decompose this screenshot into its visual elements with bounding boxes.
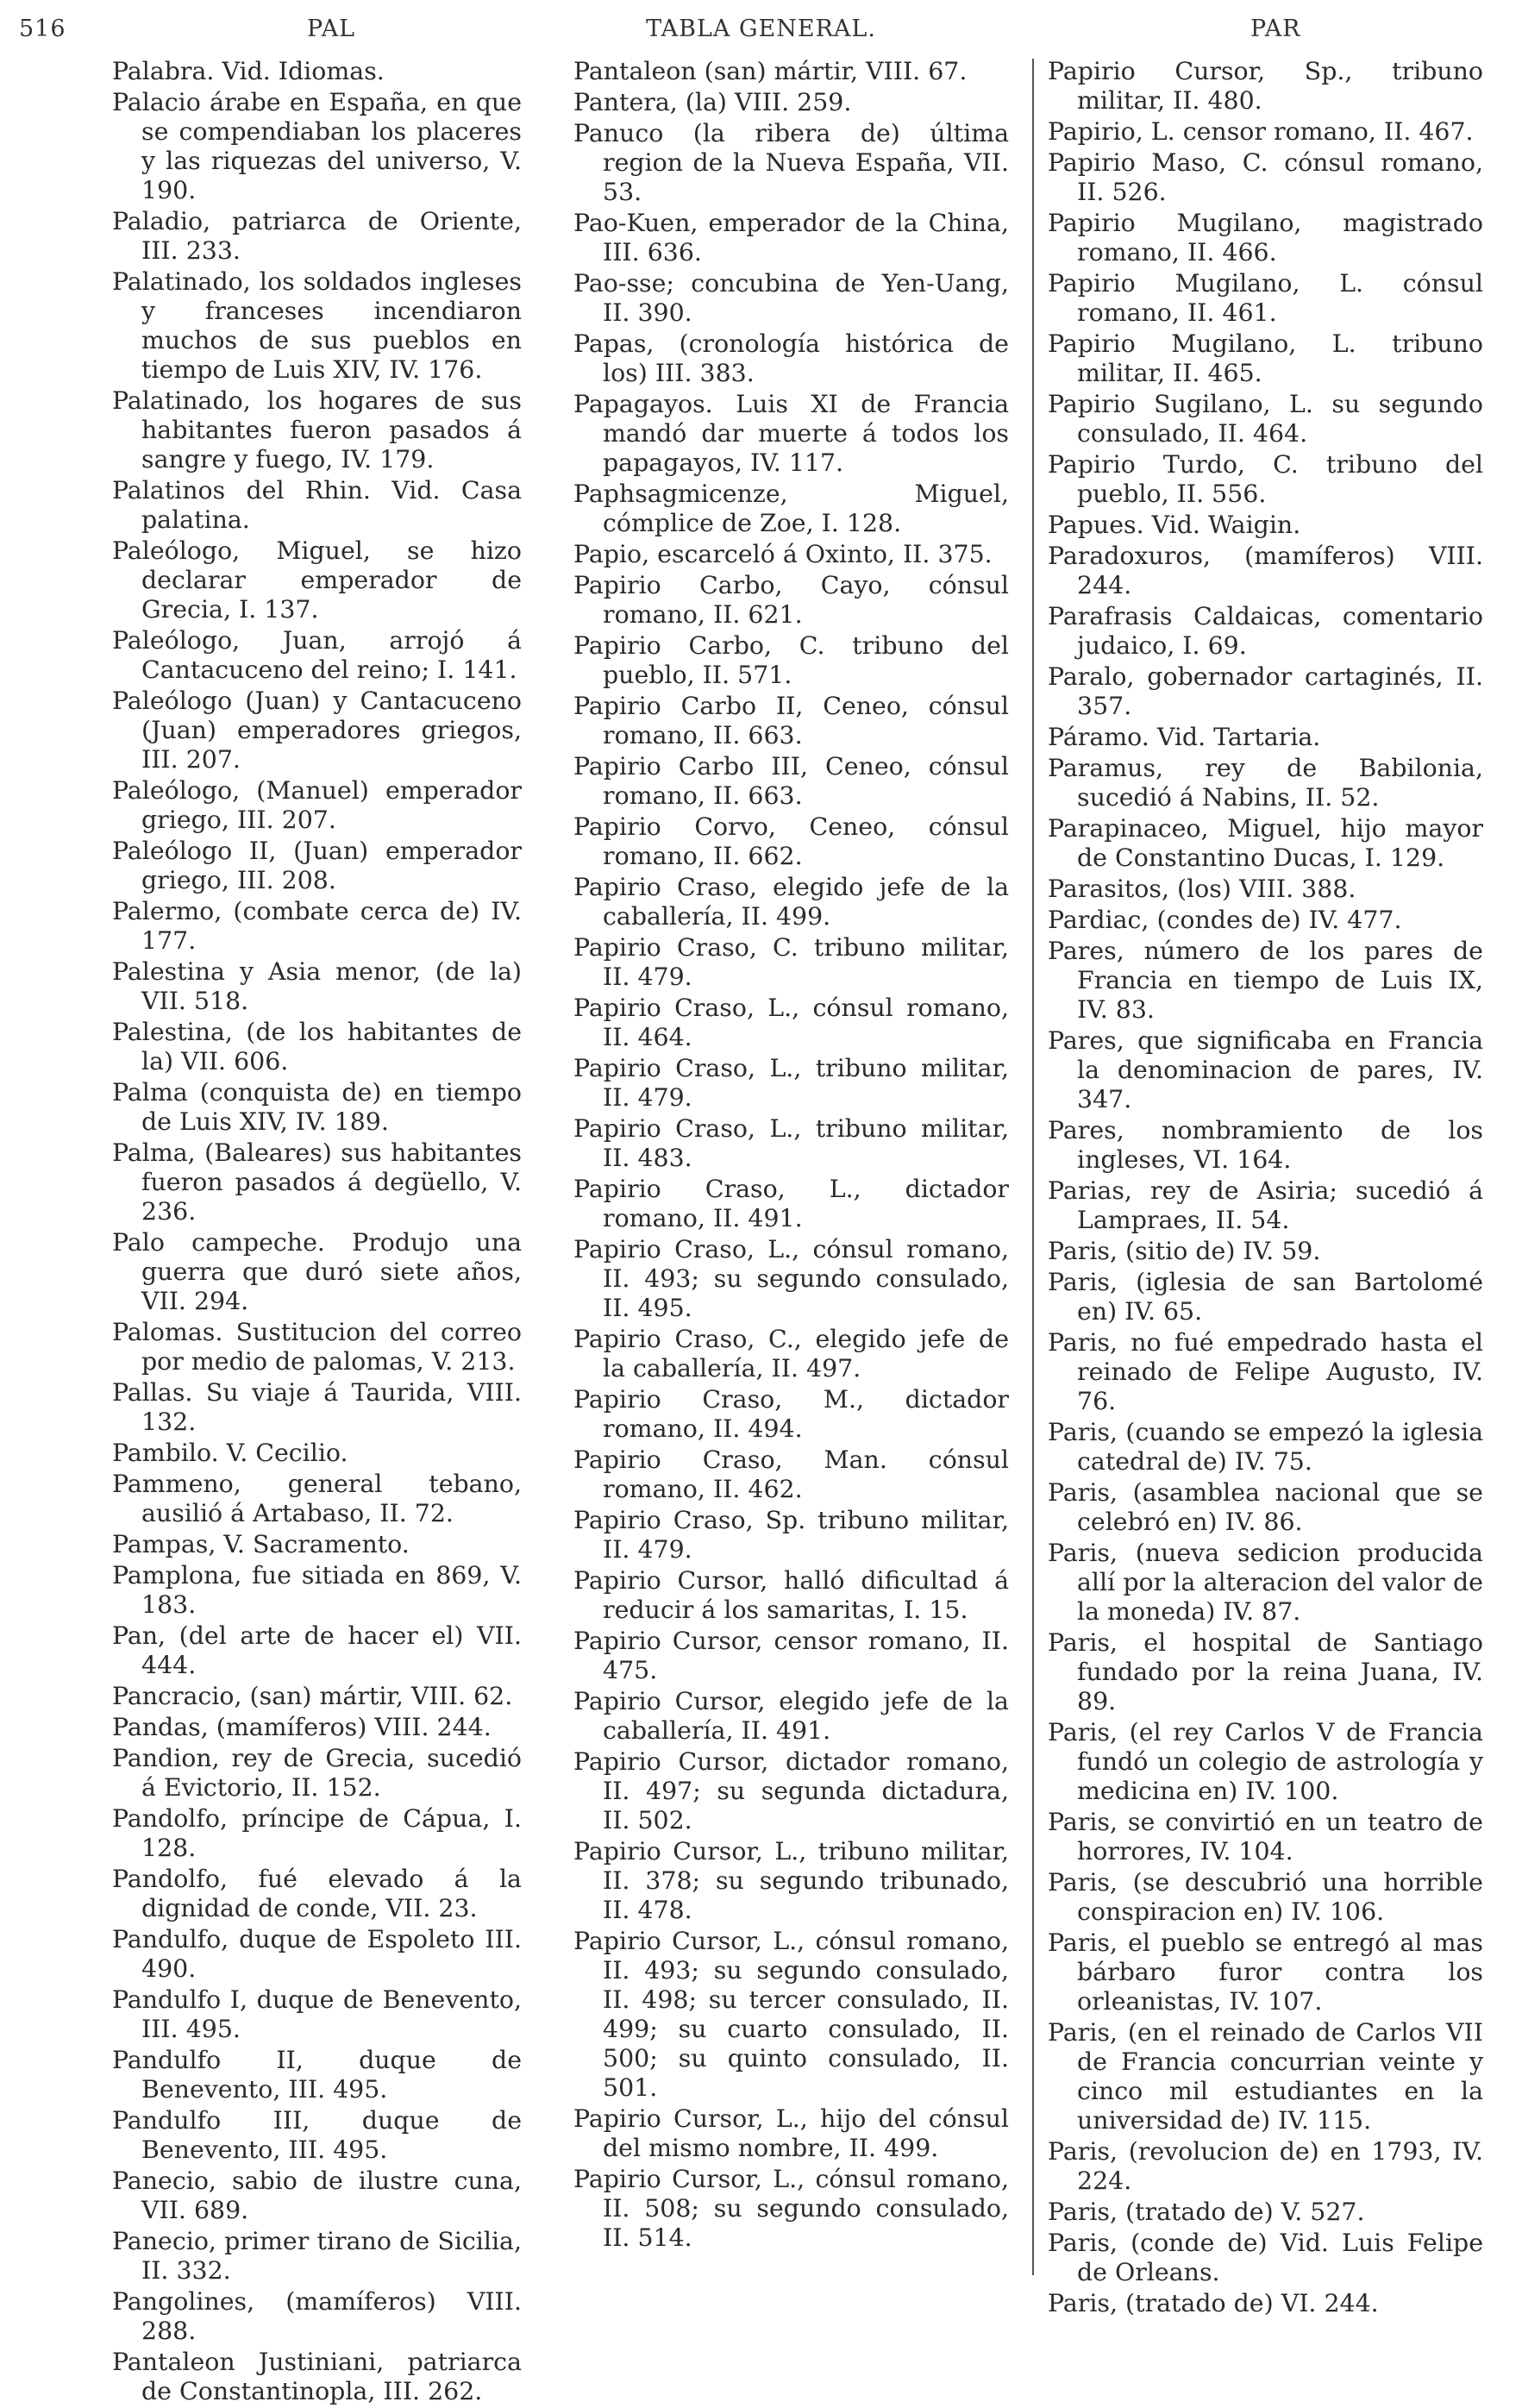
index-entry: Papirio Craso, L., cónsul romano, II. 464. <box>573 994 1009 1051</box>
index-entry: Papirio Craso, L., dictador romano, II. 491. <box>573 1175 1009 1232</box>
index-entry: Paris, (conde de) Vid. Luis Felipe de Orleans. <box>1048 2229 1483 2286</box>
index-entry: Panecio, primer tirano de Sicilia, II. 332. <box>112 2227 522 2285</box>
index-entry: Panuco (la ribera de) última region de la Nueva España, VII. 53. <box>573 119 1009 206</box>
index-entry: Paris, (el rey Carlos V de Francia fundó un colegio de astrología y medicina en) IV. 100. <box>1048 1718 1483 1805</box>
index-entry: Paleólogo II, (Juan) emperador griego, III. 208. <box>112 837 522 894</box>
index-entry: Papirio Cursor, halló dificultad á reducir á los samaritas, I. 15. <box>573 1566 1009 1624</box>
index-entry: Parasitos, (los) VIII. 388. <box>1048 875 1356 903</box>
index-entry: Pandulfo III, duque de Benevento, III. 495. <box>112 2106 522 2164</box>
index-entry: Pao-sse; concubina de Yen-Uang, II. 390. <box>573 269 1009 327</box>
index-entry: Paris, (tratado de) V. 527. <box>1048 2198 1365 2226</box>
index-entry: Papirio Cursor, Sp., tribuno militar, II. 480. <box>1048 57 1483 115</box>
index-entry: Palatinado, los hogares de sus habitantes fueron pasados á sangre y fuego, IV. 179. <box>112 386 522 473</box>
index-entry: Papirio Carbo II, Ceneo, cónsul romano, II. 663. <box>573 692 1009 749</box>
index-entry: Pambilo. V. Cecilio. <box>112 1439 348 1467</box>
index-entry: Papirio Mugilano, magistrado romano, II. 466. <box>1048 209 1483 267</box>
index-entry: Papirio Maso, C. cónsul romano, II. 526. <box>1048 148 1483 206</box>
index-entry: Paramus, rey de Babilonia, sucedió á Nabins, II. 52. <box>1048 754 1483 812</box>
index-entry: Pares, nombramiento de los ingleses, VI. 164. <box>1048 1116 1483 1174</box>
index-entry: Paleólogo (Juan) y Cantacuceno (Juan) emperadores griegos, III. 207. <box>112 687 522 774</box>
index-entry: Palabra. Vid. Idiomas. <box>112 57 385 85</box>
index-entry: Palestina y Asia menor, (de la) VII. 518. <box>112 957 522 1015</box>
index-entry: Pao-Kuen, emperador de la China, III. 636. <box>573 209 1009 267</box>
index-entry: Papio, escarceló á Oxinto, II. 375. <box>573 540 993 568</box>
index-entry: Palatinado, los soldados ingleses y franceses incendiaron muchos de sus pueblos en tiempo de Luis XIV, IV. 176. <box>112 267 522 384</box>
index-entry: Paris, el hospital de Santiago fundado por la reina Juana, IV. 89. <box>1048 1628 1483 1715</box>
index-entry: Palatinos del Rhin. Vid. Casa palatina. <box>112 476 522 534</box>
index-entry: Pampas, V. Sacramento. <box>112 1530 410 1558</box>
index-entry: Papas, (cronología histórica de los) III. 383. <box>573 329 1009 387</box>
index-column-middle <box>573 57 1009 2254</box>
index-entry: Papirio Craso, C. tribuno militar, II. 479. <box>573 933 1009 991</box>
index-entry: Papirio Cursor, L., cónsul romano, II. 508; su segundo consulado, II. 514. <box>573 2165 1009 2252</box>
index-entry: Papirio Craso, C., elegido jefe de la caballería, II. 497. <box>573 1325 1009 1383</box>
index-entry: Palma (conquista de) en tiempo de Luis XIV, IV. 189. <box>112 1078 522 1136</box>
index-entry: Papirio Corvo, Ceneo, cónsul romano, II. 662. <box>573 812 1009 870</box>
page-title: TABLA GENERAL. <box>646 16 876 42</box>
index-entry: Pares, que significaba en Francia la denominacion de pares, IV. 347. <box>1048 1026 1483 1113</box>
index-entry: Paris, (cuando se empezó la iglesia catedral de) IV. 75. <box>1048 1418 1483 1476</box>
index-entry: Papirio Craso, M., dictador romano, II. 494. <box>573 1385 1009 1443</box>
index-entry: Paris, (en el reinado de Carlos VII de Francia concurrian veinte y cinco mil estudiantes en la universidad de) IV. 115. <box>1048 2018 1483 2135</box>
index-entry: Papirio Craso, L., tribuno militar, II. 483. <box>573 1114 1009 1172</box>
index-entry: Papirio Carbo III, Ceneo, cónsul romano, II. 663. <box>573 752 1009 810</box>
index-entry: Paris, (asamblea nacional que se celebró en) IV. 86. <box>1048 1478 1483 1536</box>
index-entry: Páramo. Vid. Tartaria. <box>1048 723 1321 751</box>
index-entry: Papirio Mugilano, L. tribuno militar, II. 465. <box>1048 329 1483 387</box>
index-entry: Papirio Cursor, elegido jefe de la caballería, II. 491. <box>573 1687 1009 1745</box>
index-entry: Paleólogo, Juan, arrojó á Cantacuceno del reino; I. 141. <box>112 626 522 684</box>
right-running-head: PAR <box>1250 16 1301 42</box>
index-entry: Parapinaceo, Miguel, hijo mayor de Constantino Ducas, I. 129. <box>1048 814 1483 872</box>
index-entry: Pares, número de los pares de Francia en tiempo de Luis IX, IV. 83. <box>1048 937 1483 1024</box>
index-entry: Pancracio, (san) mártir, VIII. 62. <box>112 1682 513 1710</box>
index-entry: Paris, (revolucion de) en 1793, IV. 224. <box>1048 2137 1483 2195</box>
index-entry: Papirio Cursor, censor romano, II. 475. <box>573 1627 1009 1684</box>
index-entry: Papirio Mugilano, L. cónsul romano, II. 461. <box>1048 269 1483 327</box>
index-entry: Paris, (se descubrió una horrible conspiracion en) IV. 106. <box>1048 1868 1483 1926</box>
index-entry: Pammeno, general tebano, ausilió á Artabaso, II. 72. <box>112 1470 522 1527</box>
index-entry: Papirio Carbo, Cayo, cónsul romano, II. 621. <box>573 571 1009 629</box>
index-column-left <box>112 57 522 2408</box>
index-entry: Papirio Cursor, L., cónsul romano, II. 493; su segundo consulado, II. 498; su tercer consulado, II. 499; su cuarto consulado, II. 500; su quinto consulado, II. 501. <box>573 1927 1009 2102</box>
index-entry: Papues. Vid. Waigin. <box>1048 511 1301 539</box>
index-entry: Papirio Cursor, L., tribuno militar, II. 378; su segundo tribunado, II. 478. <box>573 1837 1009 1924</box>
index-entry: Pantera, (la) VIII. 259. <box>573 88 852 116</box>
index-entry: Pandulfo II, duque de Benevento, III. 495. <box>112 2046 522 2104</box>
index-entry: Pandulfo I, duque de Benevento, III. 495. <box>112 1985 522 2043</box>
index-entry: Papirio Carbo, C. tribuno del pueblo, II. 571. <box>573 631 1009 689</box>
index-entry: Paris, (sitio de) IV. 59. <box>1048 1237 1321 1265</box>
index-entry: Papirio, L. censor romano, II. 467. <box>1048 117 1474 146</box>
left-running-head: PAL <box>307 16 356 42</box>
index-entry: Paleólogo, Miguel, se hizo declarar emperador de Grecia, I. 137. <box>112 536 522 624</box>
index-entry: Palacio árabe en España, en que se compendiaban los placeres y las riquezas del universo, V. 190. <box>112 88 522 204</box>
index-entry: Paris, no fué empedrado hasta el reinado de Felipe Augusto, IV. 76. <box>1048 1328 1483 1415</box>
index-entry: Pandulfo, duque de Espoleto III. 490. <box>112 1925 522 1983</box>
index-entry: Papirio Craso, L., tribuno militar, II. 479. <box>573 1054 1009 1112</box>
index-entry: Pan, (del arte de hacer el) VII. 444. <box>112 1621 522 1679</box>
index-column-right <box>1048 57 1483 2320</box>
index-entry: Papirio Turdo, C. tribuno del pueblo, II. 556. <box>1048 450 1483 508</box>
index-entry: Paleólogo, (Manuel) emperador griego, III. 207. <box>112 776 522 834</box>
index-entry: Palomas. Sustitucion del correo por medio de palomas, V. 213. <box>112 1318 522 1376</box>
index-entry: Palma, (Baleares) sus habitantes fueron pasados á degüello, V. 236. <box>112 1138 522 1226</box>
index-entry: Paris, se convirtió en un teatro de horrores, IV. 104. <box>1048 1808 1483 1866</box>
index-entry: Paris, (tratado de) VI. 244. <box>1048 2289 1379 2317</box>
index-entry: Papirio Craso, Man. cónsul romano, II. 462. <box>573 1445 1009 1503</box>
index-entry: Papirio Cursor, L., hijo del cónsul del mismo nombre, II. 499. <box>573 2104 1009 2162</box>
index-entry: Paralo, gobernador cartaginés, II. 357. <box>1048 662 1483 720</box>
index-entry: Paris, (iglesia de san Bartolomé en) IV. 65. <box>1048 1268 1483 1326</box>
index-entry: Paris, (nueva sedicion producida allí por la alteracion del valor de la moneda) IV. 87. <box>1048 1539 1483 1626</box>
index-entry: Papirio Craso, L., cónsul romano, II. 493; su segundo consulado, II. 495. <box>573 1235 1009 1322</box>
index-entry: Pallas. Su viaje á Taurida, VIII. 132. <box>112 1378 522 1436</box>
index-entry: Palermo, (combate cerca de) IV. 177. <box>112 897 522 955</box>
index-entry: Parias, rey de Asiria; sucedió á Lampraes, II. 54. <box>1048 1176 1483 1234</box>
index-entry: Pandas, (mamíferos) VIII. 244. <box>112 1713 492 1741</box>
column-divider <box>1032 59 1034 2275</box>
index-entry: Pantaleon (san) mártir, VIII. 67. <box>573 57 968 85</box>
index-entry: Papirio Sugilano, L. su segundo consulado, II. 464. <box>1048 390 1483 448</box>
index-entry: Paphsagmicenze, Miguel, cómplice de Zoe, I. 128. <box>573 480 1009 537</box>
index-entry: Papirio Craso, Sp. tribuno militar, II. 479. <box>573 1506 1009 1564</box>
index-entry: Palo campeche. Produjo una guerra que duró siete años, VII. 294. <box>112 1228 522 1315</box>
page-header <box>0 16 1522 59</box>
index-entry: Paris, el pueblo se entregó al mas bárbaro furor contra los orleanistas, IV. 107. <box>1048 1928 1483 2016</box>
index-entry: Pandolfo, príncipe de Cápua, I. 128. <box>112 1804 522 1862</box>
index-entry: Pantaleon Justiniani, patriarca de Constantinopla, III. 262. <box>112 2348 522 2405</box>
index-entry: Pardiac, (condes de) IV. 477. <box>1048 906 1402 934</box>
index-entry: Papirio Craso, elegido jefe de la caballería, II. 499. <box>573 873 1009 931</box>
index-entry: Pangolines, (mamíferos) VIII. 288. <box>112 2287 522 2345</box>
index-entry: Papagayos. Luis XI de Francia mandó dar muerte á todos los papagayos, IV. 117. <box>573 390 1009 477</box>
index-entry: Palestina, (de los habitantes de la) VII. 606. <box>112 1018 522 1075</box>
index-entry: Panecio, sabio de ilustre cuna, VII. 689. <box>112 2167 522 2224</box>
index-entry: Paladio, patriarca de Oriente, III. 233. <box>112 207 522 265</box>
index-entry: Pamplona, fue sitiada en 869, V. 183. <box>112 1561 522 1619</box>
index-entry: Pandion, rey de Grecia, sucedió á Evictorio, II. 152. <box>112 1744 522 1802</box>
index-entry: Paradoxuros, (mamíferos) VIII. 244. <box>1048 542 1483 599</box>
index-entry: Parafrasis Caldaicas, comentario judaico, I. 69. <box>1048 602 1483 660</box>
page-number: 516 <box>19 16 66 42</box>
index-entry: Pandolfo, fué elevado á la dignidad de conde, VII. 23. <box>112 1865 522 1922</box>
index-entry: Papirio Cursor, dictador romano, II. 497; su segunda dictadura, II. 502. <box>573 1747 1009 1834</box>
